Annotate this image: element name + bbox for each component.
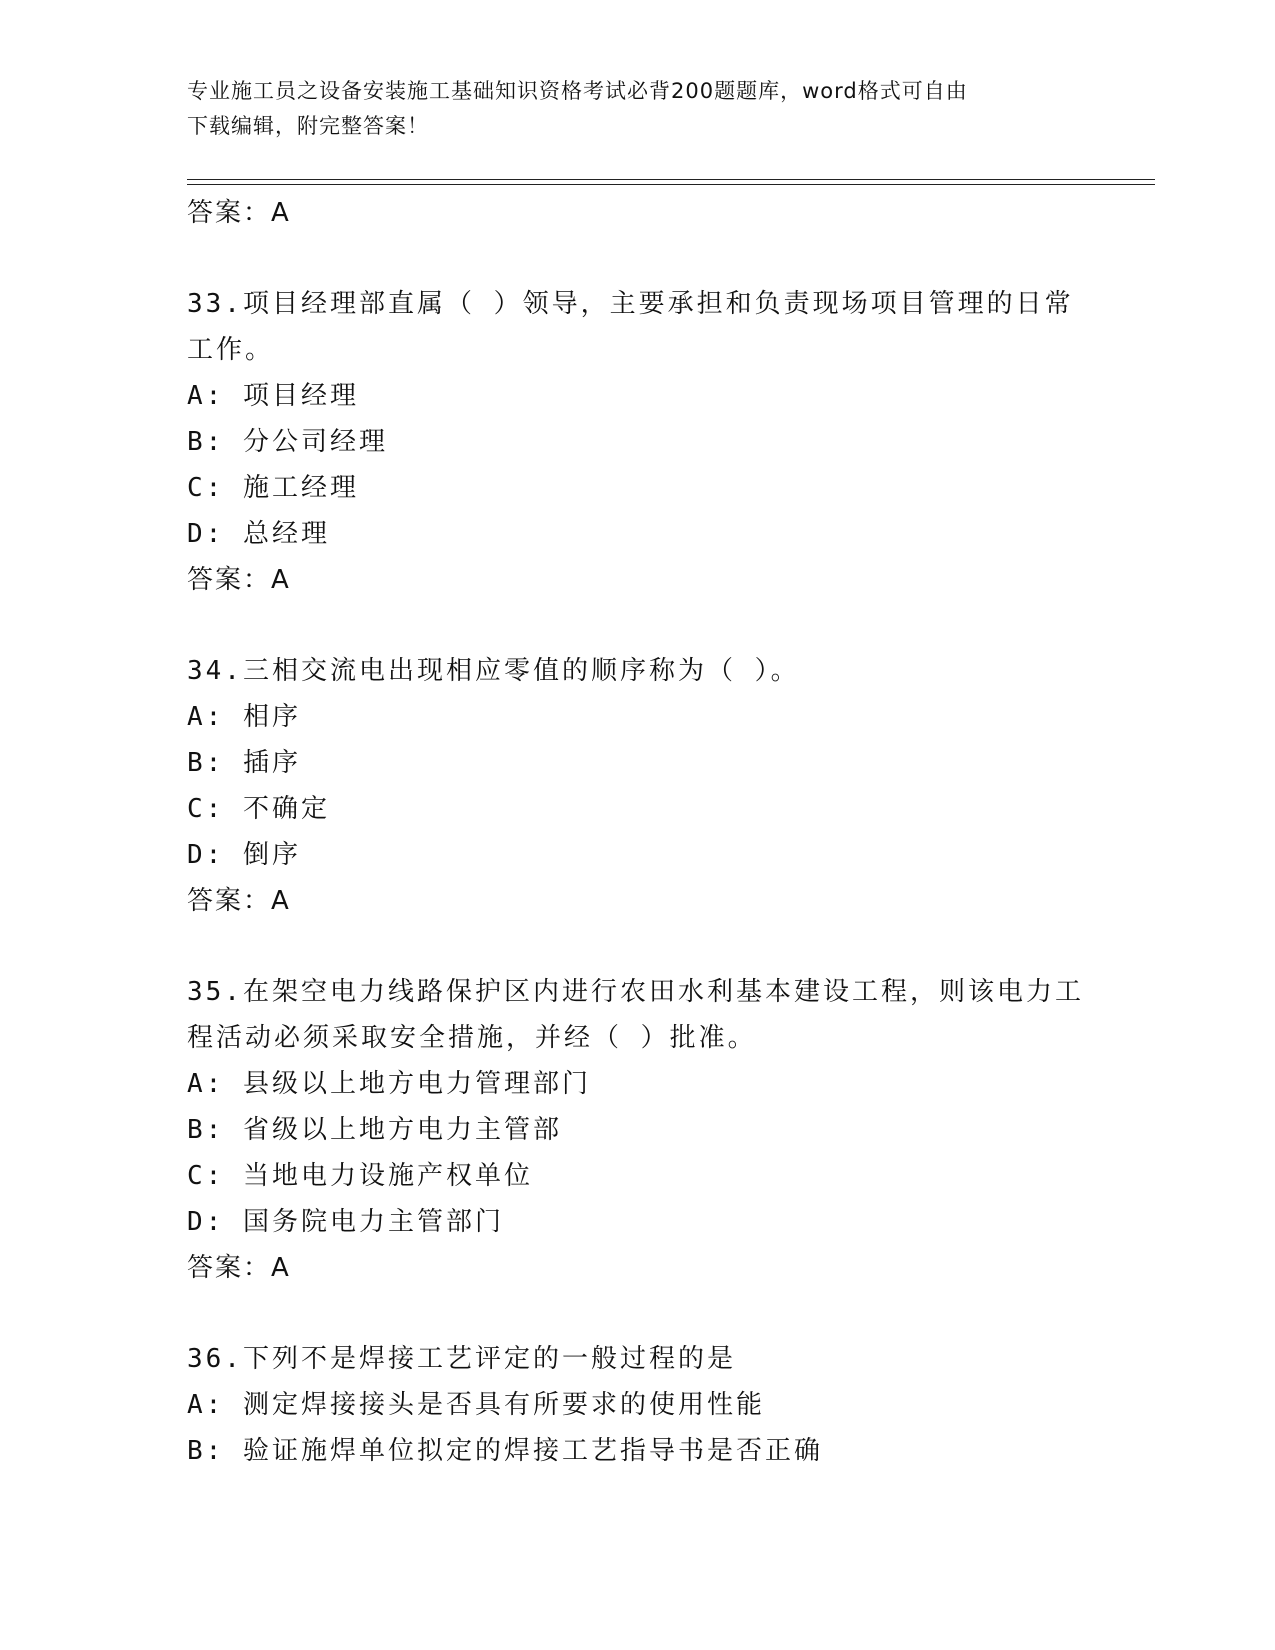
option-a: A: 测定焊接接头是否具有所要求的使用性能 bbox=[187, 1390, 765, 1420]
option-d: D: 总经理 bbox=[187, 519, 330, 549]
question-stem-line: 33.项目经理部直属（ ）领导，主要承担和负责现场项目管理的日常 bbox=[187, 289, 1074, 319]
question-stem-line: 程活动必须采取安全措施，并经（ ）批准。 bbox=[187, 1023, 757, 1053]
option-d: D: 倒序 bbox=[187, 840, 301, 870]
option-a: A: 项目经理 bbox=[187, 381, 359, 411]
question-stem-line: 工作。 bbox=[187, 335, 275, 365]
question-stem-line: 34.三相交流电出现相应零值的顺序称为（ ）。 bbox=[187, 656, 800, 686]
option-c: C: 当地电力设施产权单位 bbox=[187, 1161, 533, 1191]
option-c: C: 不确定 bbox=[187, 794, 330, 824]
header-line-2: 下载编辑，附完整答案！ bbox=[187, 114, 429, 138]
question-33 bbox=[187, 281, 1107, 603]
answer: 答案：A bbox=[187, 565, 291, 595]
option-b: B: 省级以上地方电力主管部 bbox=[187, 1115, 562, 1145]
option-b: B: 验证施焊单位拟定的焊接工艺指导书是否正确 bbox=[187, 1436, 823, 1466]
header-divider-bottom bbox=[187, 184, 1155, 185]
header-line-1: 专业施工员之设备安装施工基础知识资格考试必背200题题库，word格式可自由 bbox=[187, 79, 968, 103]
question-36 bbox=[187, 1336, 1107, 1474]
question-stem-line: 36.下列不是焊接工艺评定的一般过程的是 bbox=[187, 1344, 736, 1374]
option-a: A: 县级以上地方电力管理部门 bbox=[187, 1069, 591, 1099]
question-stem-line: 35.在架空电力线路保护区内进行农田水利基本建设工程，则该电力工 bbox=[187, 977, 1084, 1007]
header-divider-top bbox=[187, 179, 1155, 180]
option-d: D: 国务院电力主管部门 bbox=[187, 1207, 504, 1237]
question-35 bbox=[187, 969, 1107, 1291]
previous-answer: 答案：A bbox=[187, 198, 291, 228]
option-b: B: 插序 bbox=[187, 748, 301, 778]
answer: 答案：A bbox=[187, 1253, 291, 1283]
question-list bbox=[187, 190, 1107, 1474]
question-34 bbox=[187, 648, 1107, 924]
option-a: A: 相序 bbox=[187, 702, 301, 732]
option-c: C: 施工经理 bbox=[187, 473, 359, 503]
page-header bbox=[187, 74, 1077, 144]
option-b: B: 分公司经理 bbox=[187, 427, 388, 457]
answer: 答案：A bbox=[187, 886, 291, 916]
